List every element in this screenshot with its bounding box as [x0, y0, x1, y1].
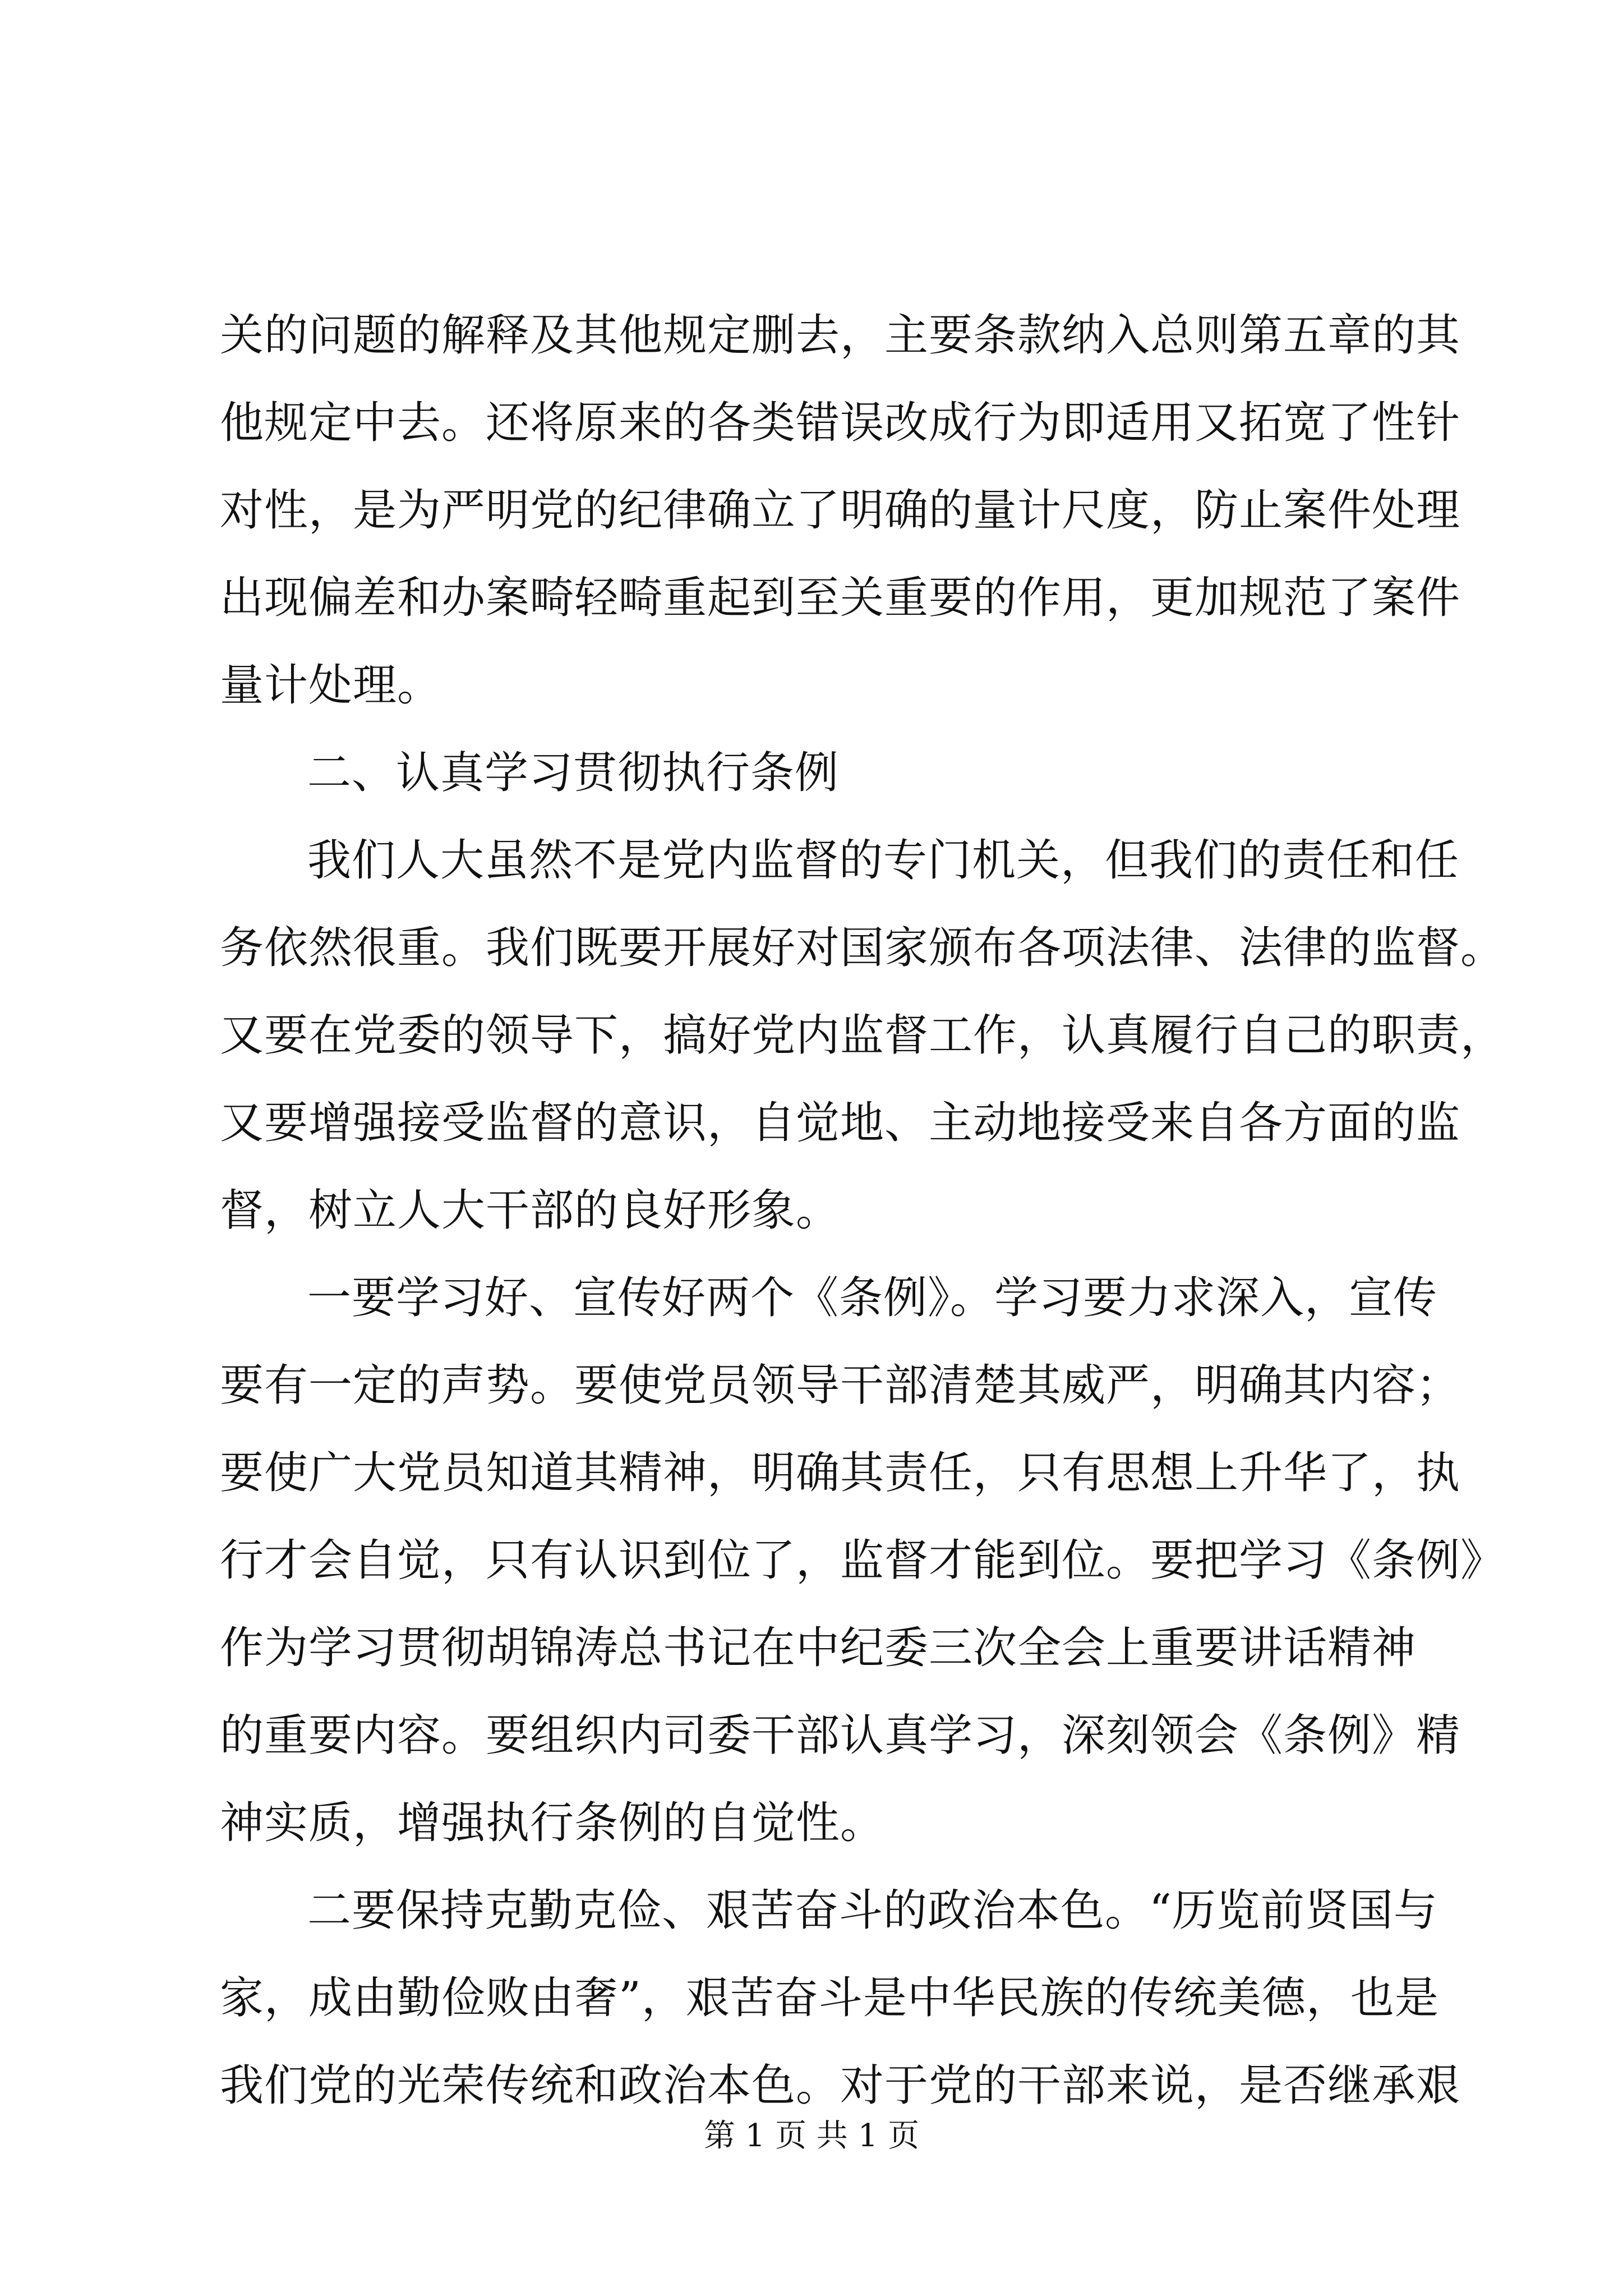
text-line: 一要学习好、宣传好两个《条例》。学习要力求深入，宣传	[307, 1273, 1438, 1323]
text-line: 又要增强接受监督的意识，自觉地、主动地接受来自各方面的监	[220, 1098, 1461, 1148]
text-line: 关的问题的解释及其他规定删去，主要条款纳入总则第五章的其	[220, 310, 1461, 361]
text-line: 二要保持克勤克俭、艰苦奋斗的政治本色。“历览前贤国与	[307, 1885, 1438, 1936]
text-line: 出现偏差和办案畸轻畸重起到至关重要的作用，更加规范了案件	[220, 573, 1461, 623]
text-line: 又要在党委的领导下，搞好党内监督工作，认真履行自己的职责，	[220, 1010, 1505, 1061]
text-line: 作为学习贯彻胡锦涛总书记在中纪委三次全会上重要讲话精神	[220, 1623, 1417, 1673]
text-line: 他规定中去。还将原来的各类错误改成行为即适用又拓宽了性针	[220, 398, 1461, 448]
page-footer: 第 1 页 共 1 页	[703, 2118, 920, 2154]
text-line: 家，成由勤俭败由奢”，艰苦奋斗是中华民族的传统美德，也是	[220, 1973, 1439, 2023]
text-line: 务依然很重。我们既要开展好对国家颁布各项法律、法律的监督。	[220, 923, 1505, 973]
text-line: 我们人大虽然不是党内监督的专门机关，但我们的责任和任	[307, 835, 1460, 886]
text-line: 二、认真学习贯彻执行条例	[307, 748, 840, 798]
text-line: 行才会自觉，只有认识到位了，监督才能到位。要把学习《条例》	[220, 1535, 1505, 1586]
text-line: 神实质，增强执行条例的自觉性。	[220, 1798, 885, 1848]
document-body	[220, 292, 1505, 2129]
text-line: 量计处理。	[220, 660, 442, 711]
text-line: 我们党的光荣传统和政治本色。对于党的干部来说，是否继承艰	[220, 2060, 1461, 2111]
text-line: 督，树立人大干部的良好形象。	[220, 1185, 841, 1236]
text-line: 要有一定的声势。要使党员领导干部清楚其威严，明确其内容；	[220, 1360, 1461, 1411]
text-line: 要使广大党员知道其精神，明确其责任，只有思想上升华了，执	[220, 1448, 1461, 1498]
text-line: 的重要内容。要组织内司委干部认真学习，深刻领会《条例》精	[220, 1710, 1461, 1761]
text-line: 对性，是为严明党的纪律确立了明确的量计尺度，防止案件处理	[220, 485, 1461, 536]
